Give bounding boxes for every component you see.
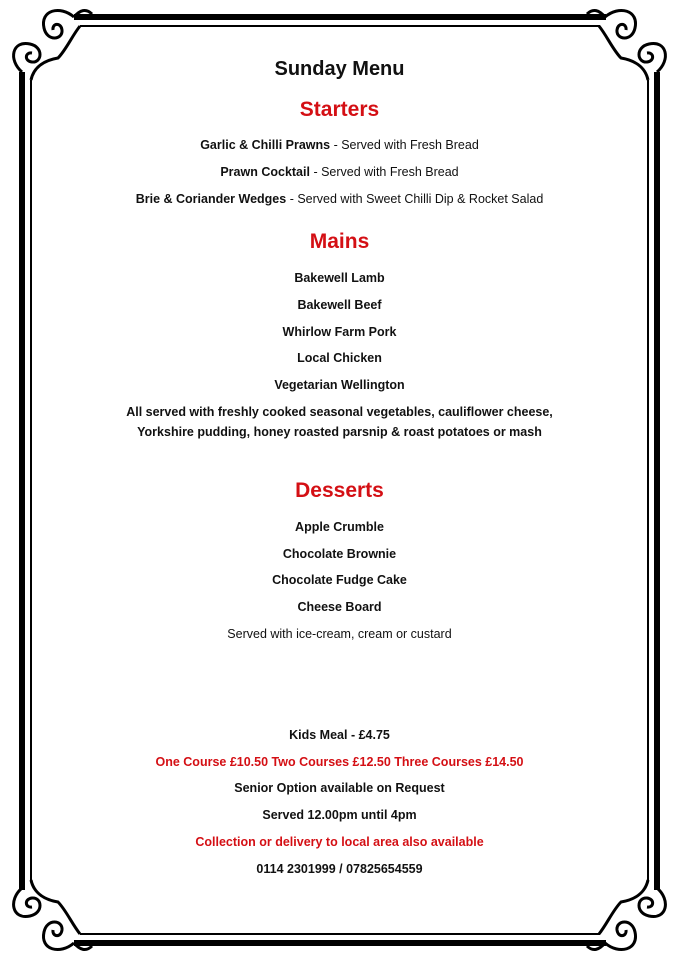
- collection-note: Collection or delivery to local area also available: [195, 835, 484, 849]
- starter-name: Prawn Cocktail: [220, 165, 310, 179]
- course-prices: One Course £10.50 Two Courses £12.50 Three Courses £14.50: [155, 755, 524, 769]
- starter-desc: - Served with Sweet Chilli Dip & Rocket Salad: [286, 192, 544, 206]
- phone-numbers: 0114 2301999 / 07825654559: [256, 862, 423, 876]
- serving-hours: Served 12.00pm until 4pm: [262, 808, 417, 822]
- dessert-item: Apple Crumble: [295, 520, 384, 534]
- mains-note-line-2: Yorkshire pudding, honey roasted parsnip & roast potatoes or mash: [137, 425, 542, 439]
- desserts-note: Served with ice-cream, cream or custard: [227, 627, 452, 641]
- dessert-item: Chocolate Brownie: [282, 547, 397, 561]
- main-item: Whirlow Farm Pork: [282, 325, 397, 339]
- starter-item: [60, 192, 619, 206]
- menu-title: Sunday Menu: [274, 58, 405, 80]
- main-item: Local Chicken: [297, 351, 382, 365]
- starter-name: Garlic & Chilli Prawns: [200, 138, 331, 152]
- mains-heading: Mains: [309, 230, 370, 253]
- desserts-heading: Desserts: [295, 479, 384, 502]
- starter-desc: - Served with Fresh Bread: [330, 138, 479, 152]
- main-item: Vegetarian Wellington: [274, 378, 405, 392]
- starters-heading: Starters: [299, 98, 380, 121]
- starter-desc: - Served with Fresh Bread: [309, 165, 459, 179]
- starter-item: [60, 165, 619, 179]
- main-item: Bakewell Lamb: [294, 271, 385, 285]
- senior-option: Senior Option available on Request: [234, 781, 445, 795]
- starter-name: Brie & Coriander Wedges: [135, 192, 287, 206]
- main-item: Bakewell Beef: [297, 298, 382, 312]
- starter-item: [60, 138, 619, 152]
- dessert-item: Cheese Board: [297, 600, 382, 614]
- dessert-item: Chocolate Fudge Cake: [272, 573, 407, 587]
- kids-meal: Kids Meal - £4.75: [289, 728, 390, 742]
- mains-note-line-1: All served with freshly cooked seasonal vegetables, cauliflower cheese,: [126, 405, 553, 419]
